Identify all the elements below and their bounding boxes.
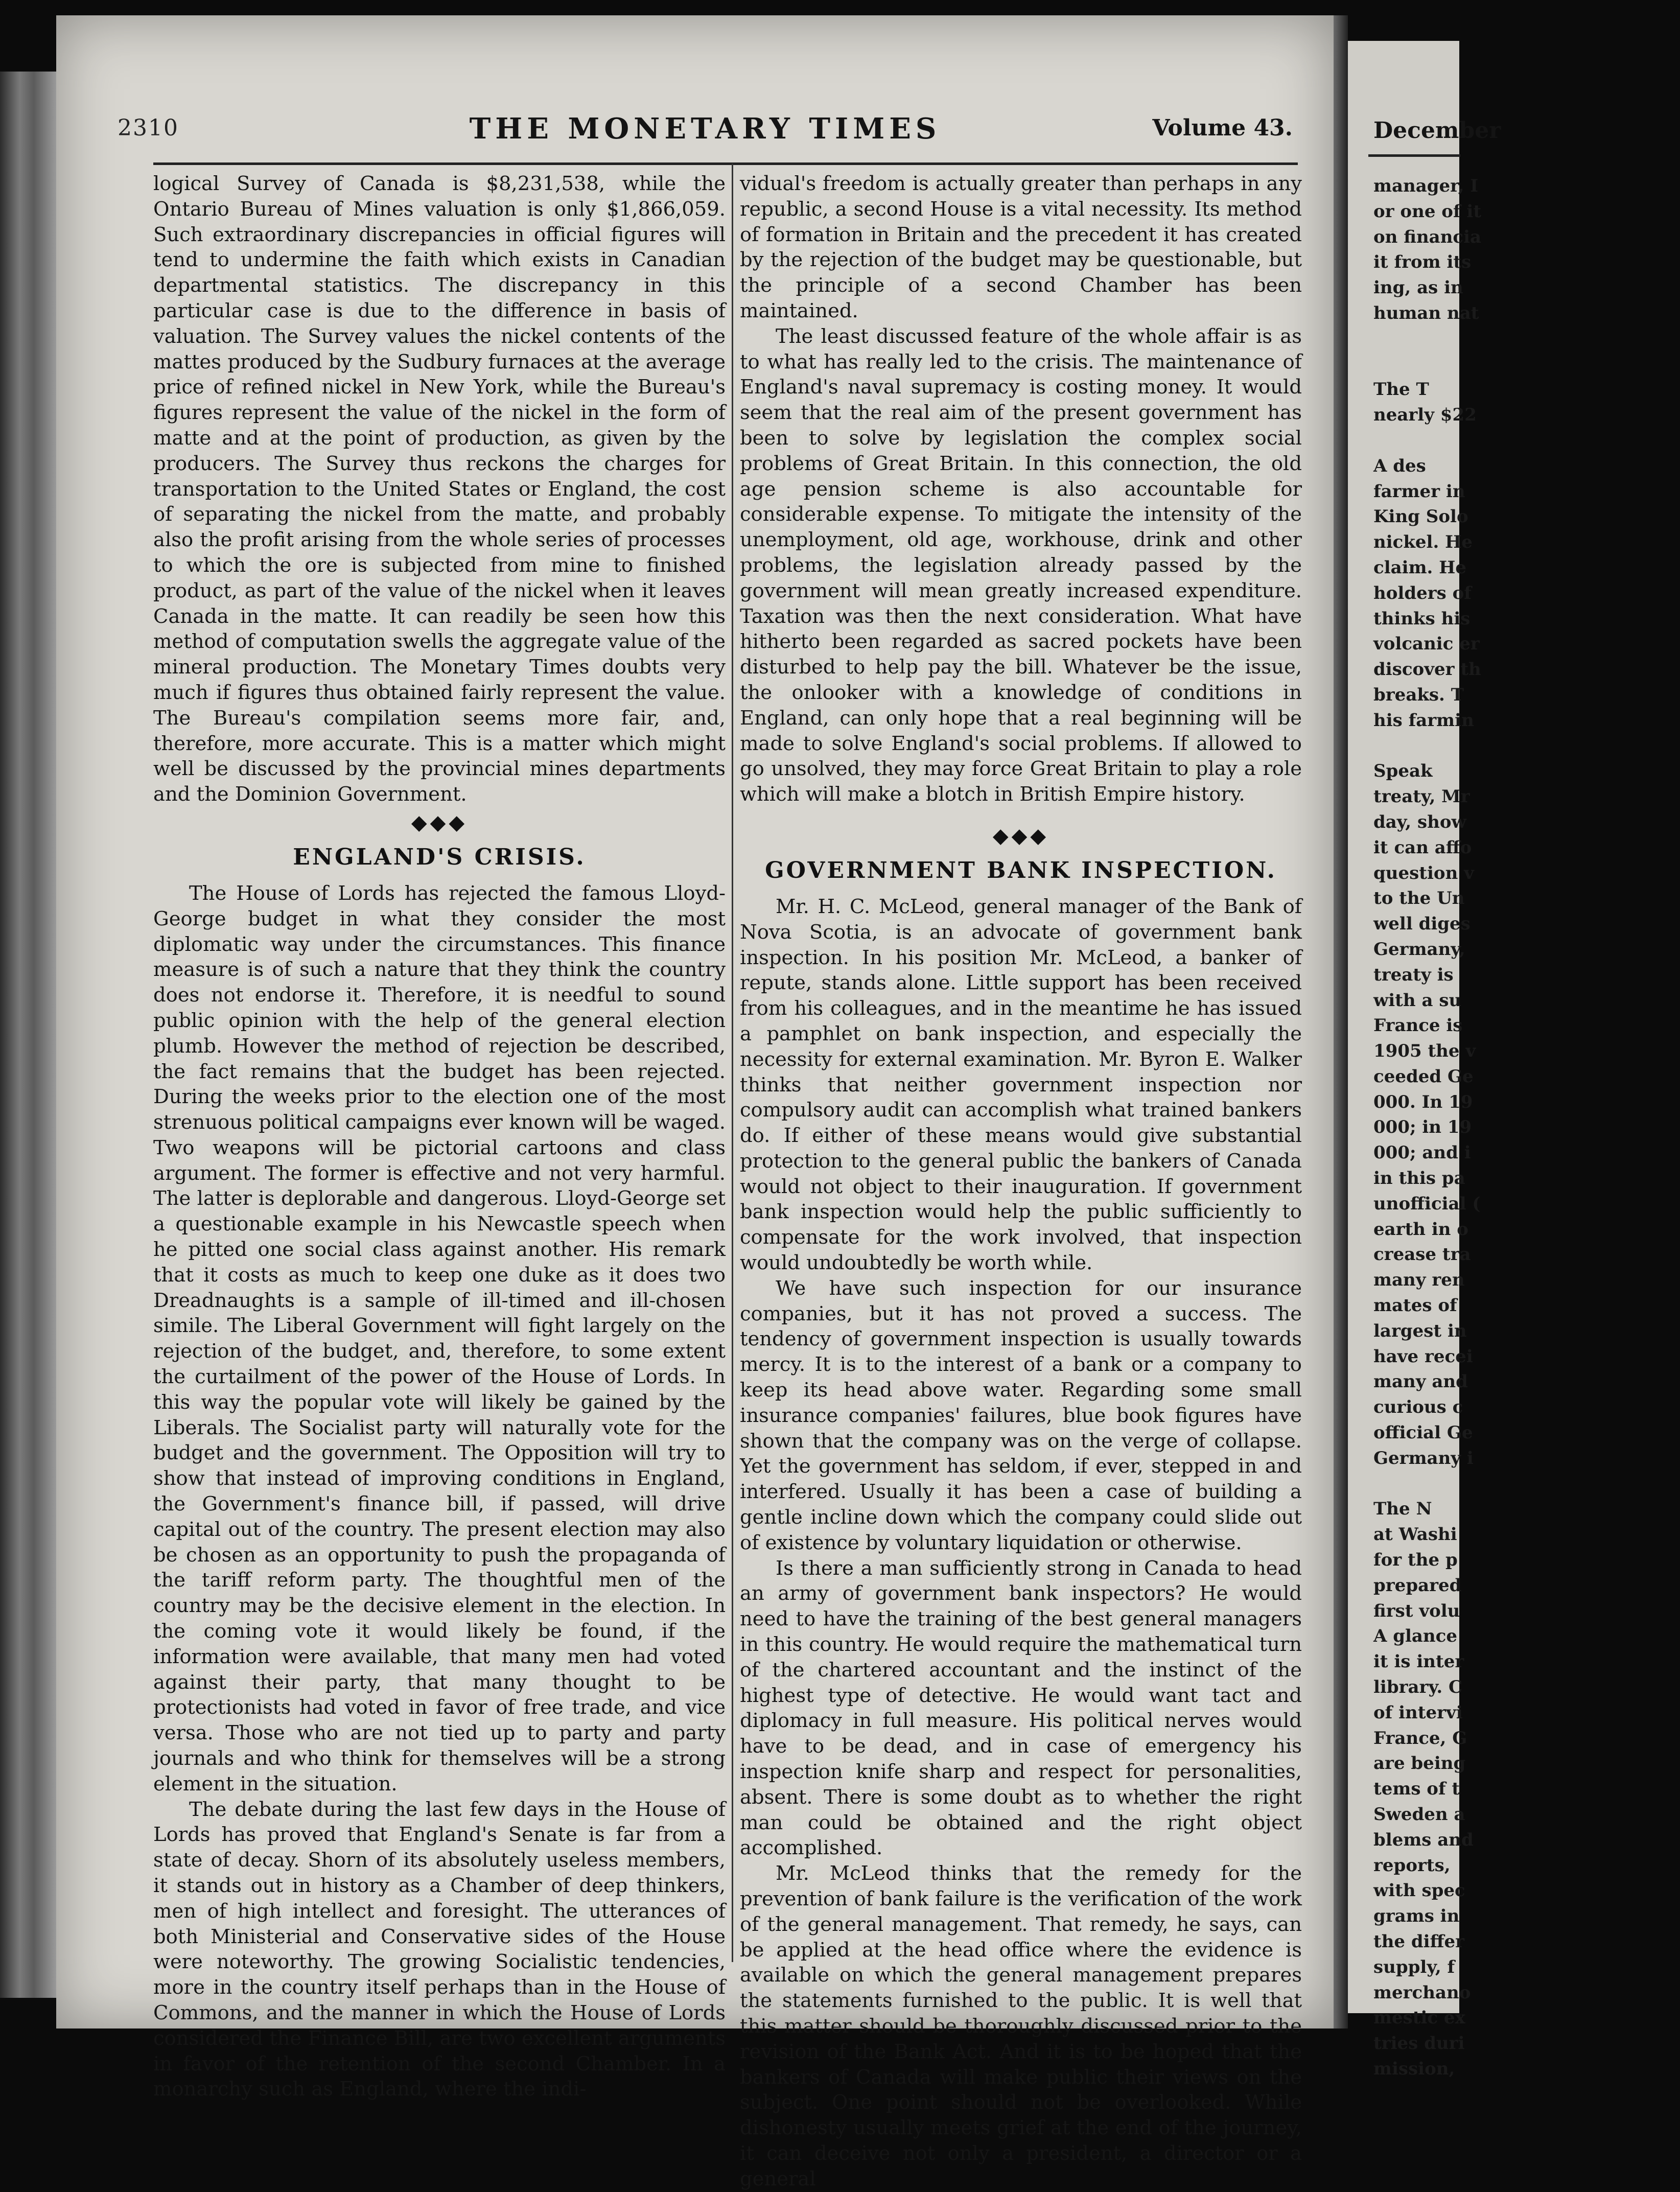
book-spine xyxy=(0,72,56,1998)
adjacent-page-rule xyxy=(1368,154,1460,157)
continued-paragraph: vidual's freedom is actually greater than perhaps in any republic, a second House is a vital necessity. Its method of formation in Britain and the precedent it has created by the rejection of the budget may be questionable, but the principle of a second Chamber has been maintained. xyxy=(740,172,1302,322)
adjacent-page-line: A glance xyxy=(1373,1626,1457,1647)
adjacent-page-line: The T xyxy=(1373,379,1429,400)
adjacent-page-line: breaks. T xyxy=(1373,684,1464,705)
adjacent-page-line: discover th xyxy=(1373,659,1481,680)
adjacent-page-line: many ren xyxy=(1373,1270,1465,1291)
continued-paragraph: logical Survey of Canada is $8,231,538, while the Ontario Bureau of Mines valuation is only $1,866,059. Such extraordinary discrepancies in official figures will tend to undermine the faith which exists in Canadian departmental statistics. The discrepancy in this particular case is due to the difference in basis of valuation. The Survey values the nickel contents of the mattes produced by the Sudbury furnaces at the average price of refined nickel in New York, while the Bureau's figures represent the value of the nickel in the form of matte and at the point of production, as given by the producers. The Survey thus reckons the charges for transportation to the United States or England, the cost of separating the nickel from the matte, and probably also the profit arising from the whole series of processes to which the ore is subjected from mine to finished product, as part of the value of the nickel when it leaves Canada in the matte. It can readily be seen how this method of computation swells the aggregate value of the mineral production. The Monetary Times doubts very much if figures thus obtained fairly represent the value. The Bureau's compilation seems more fair, and, therefore, more accurate. This is a matter which might well be discussed by the provincial mines departments and the Dominion Government. xyxy=(153,172,726,806)
adjacent-page-line: reports, xyxy=(1373,1855,1451,1876)
adjacent-page-line: volcanic er xyxy=(1373,634,1480,655)
adjacent-page-line: Sweden a xyxy=(1373,1804,1465,1825)
adjacent-page-line: A des xyxy=(1373,455,1426,476)
adjacent-page-line: day, show xyxy=(1373,811,1466,832)
article-paragraph: The debate during the last few days in the House of Lords has proved that England's Senate is far from a state of decay. Shorn of its absolutely useless members, it stands out in history as a Chamber of deep thinkers, men of high intellect and foresight. The utterances of both Ministerial and Conservative sides of the House were noteworthy. The growing Socialistic tendencies, more in the country itself perhaps than in the House of Commons, and the manner in which the House of Lords considered the Finance Bill, are two excellent arguments in favor of the retention of the second Chamber. In a monarchy such as England, where the indi- xyxy=(153,1798,726,2101)
adjacent-page-line: The N xyxy=(1373,1499,1432,1520)
adjacent-page-text xyxy=(1373,174,1680,2082)
adjacent-page-line: 000; and i xyxy=(1373,1142,1471,1163)
adjacent-page-line: ceeded Ge xyxy=(1373,1066,1474,1087)
adjacent-page-line: 000; in 19 xyxy=(1373,1117,1472,1138)
adjacent-page-line: mission, xyxy=(1373,2058,1455,2079)
adjacent-page-line: his farmin xyxy=(1373,710,1474,731)
article-paragraph: The least discussed feature of the whole affair is as to what has really led to the crisis. The maintenance of England's naval supremacy is costing money. It would seem that the real aim of the present government has been to solve by legislation the complex social problems of Great Britain. In this connection, the old age pension scheme is also accountable for considerable expense. To mitigate the intensity of the unemployment, old age, workhouse, drink and other problems, the legislation already passed by the government will mean greatly increased expenditure. Taxation was then the next consideration. What have hitherto been regarded as sacred pockets have been disturbed to help pay the bill. Whatever be the issue, the onlooker with a knowledge of conditions in England, can only hope that a real beginning will be made to solve England's social problems. If allowed to go unsolved, they may force Great Britain to play a role which will make a blotch in British Empire history. xyxy=(740,324,1302,806)
adjacent-page-line: it can affo xyxy=(1373,837,1472,858)
adjacent-page-line: treaty is xyxy=(1373,964,1454,985)
adjacent-page-line: official Ge xyxy=(1373,1423,1473,1443)
adjacent-page-line: at Washi xyxy=(1373,1524,1457,1545)
adjacent-page-line: with a su xyxy=(1373,990,1462,1011)
adjacent-page-line: grams in xyxy=(1373,1906,1460,1927)
adjacent-page-line: claim. He xyxy=(1373,557,1466,578)
article-paragraph: Mr. H. C. McLeod, general manager of the Bank of Nova Scotia, is an advocate of government bank inspection. In his position Mr. McLeod, a banker of repute, stands alone. Little support has been received from his colleagues, and in the meantime he has issued a pamphlet on bank inspection, and especially the necessity for external examination. Mr. Byron E. Walker thinks that neither government inspection nor compulsory audit can accomplish what trained bankers do. If either of these means would give substantial protection to the general public the bankers of Canada would not object to their inauguration. If government bank inspection would help the public sufficiently to compensate for the work involved, that inspection would undoubtedly be worth while. xyxy=(740,895,1302,1275)
adjacent-page-line: farmer in xyxy=(1373,481,1465,502)
adjacent-page-line: manager, I xyxy=(1373,176,1479,196)
adjacent-page-line: curious c xyxy=(1373,1397,1463,1418)
adjacent-page-line: of intervi xyxy=(1373,1702,1463,1723)
page-gutter xyxy=(1334,15,1348,2028)
adjacent-page-line: Germany, xyxy=(1373,939,1465,960)
adjacent-page-line xyxy=(1373,1472,1680,1497)
adjacent-page-line: nearly $22 xyxy=(1373,405,1477,426)
adjacent-page-line: prepared xyxy=(1373,1575,1462,1596)
adjacent-page-line: holders of xyxy=(1373,582,1472,603)
adjacent-page-line: Speak xyxy=(1373,761,1433,782)
article-title-englands-crisis: ENGLAND'S CRISIS. xyxy=(293,844,586,870)
adjacent-page-line: first volu xyxy=(1373,1600,1460,1621)
adjacent-page-line: 1905 the v xyxy=(1373,1041,1476,1062)
adjacent-page-line: Germany i xyxy=(1373,1448,1474,1468)
adjacent-page-line: thinks his xyxy=(1373,608,1471,629)
article-paragraph: We have such inspection for our insurance companies, but it has not proved a success. The tendency of government inspection is usually towards mercy. It is to the interest of a bank or a company to keep its head above water. Regarding some small insurance companies' failures, blue book figures have shown that the company was on the verge of collapse. Yet the government has seldom, if ever, stepped in and interfered. Usually it has been a case of building a gentle incline down which the company could slide out of existence by voluntary liquidation or otherwise. xyxy=(740,1276,1302,1554)
adjacent-page-line: largest in xyxy=(1373,1320,1467,1341)
adjacent-page-line: France, G xyxy=(1373,1728,1467,1748)
adjacent-page-line: France is xyxy=(1373,1015,1463,1036)
header-rule xyxy=(153,162,1298,165)
adjacent-page-line: crease tra xyxy=(1373,1244,1471,1265)
adjacent-page-line xyxy=(1373,428,1680,454)
adjacent-page-header: December xyxy=(1373,118,1501,144)
page-header xyxy=(118,112,1293,151)
adjacent-page-line: in this pa xyxy=(1373,1168,1465,1189)
adjacent-page-line: King Solo xyxy=(1373,506,1468,527)
volume-label: Volume 43. xyxy=(1152,115,1293,141)
adjacent-page-line: mates of xyxy=(1373,1295,1457,1316)
masthead-title: THE MONETARY TIMES xyxy=(469,112,941,146)
adjacent-page-line: supply, f xyxy=(1373,1956,1455,1977)
adjacent-page-line: on financia xyxy=(1373,226,1482,247)
adjacent-page-line: earth in o xyxy=(1373,1219,1468,1240)
article-title-bank-inspection: GOVERNMENT BANK INSPECTION. xyxy=(765,857,1277,883)
section-ornament: ◆◆◆ xyxy=(992,824,1049,848)
article-paragraph: Is there a man sufficiently strong in Canada to head an army of government bank inspectors? He would need to have the training of the best general managers in this country. He would require the mathematical turn of the chartered accountant and the instinct of the highest type of detective. He would want tact and diplomacy in full measure. His political nerves would have to be dead, and in case of emergency his inspection knife sharp and respect for personalities, absent. There is some doubt as to whether the right man could be obtained and the right object accomplished. xyxy=(740,1556,1302,1860)
adjacent-page-line: it is inter xyxy=(1373,1651,1464,1672)
adjacent-page xyxy=(1348,41,1501,2079)
adjacent-page-line: are being xyxy=(1373,1753,1466,1774)
adjacent-page-line xyxy=(1373,734,1680,759)
adjacent-page-line: merchano xyxy=(1373,1982,1471,2003)
adjacent-page-line: well diges xyxy=(1373,914,1471,935)
adjacent-page-line xyxy=(1373,352,1680,378)
adjacent-page-line: 000. In 19 xyxy=(1373,1091,1473,1112)
column-divider xyxy=(732,164,733,1962)
adjacent-page-line: to the Un xyxy=(1373,888,1465,909)
left-column xyxy=(153,171,726,2102)
adjacent-page-line: tems of t xyxy=(1373,1779,1460,1800)
adjacent-page-line: ing, as in xyxy=(1373,277,1463,298)
adjacent-page-line: tries duri xyxy=(1373,2033,1465,2054)
adjacent-page-line: nickel. He xyxy=(1373,532,1473,553)
adjacent-page-line: mestic ex xyxy=(1373,2008,1465,2028)
adjacent-page-line: for the p xyxy=(1373,1550,1458,1571)
adjacent-page-line: with spec xyxy=(1373,1880,1465,1901)
adjacent-page-line: or one of it xyxy=(1373,201,1482,222)
adjacent-page-line: have recei xyxy=(1373,1346,1473,1367)
page-number: 2310 xyxy=(118,115,179,141)
adjacent-page-line: it from its xyxy=(1373,252,1472,273)
adjacent-page-line: library. C xyxy=(1373,1677,1463,1698)
article-paragraph: Mr. McLeod thinks that the remedy for the prevention of bank failure is the verification of the work of the general management. That remedy, he says, can be applied at the head office where the evidence is available on which the general management prepares the statements furnished to the public. It is well that this matter should be thoroughly discussed prior to the revision of the Bank Act. And it is to be hoped that the bankers of Canada will make public their views on the subject. One point should not be overlooked. While dishonesty usually meets grief at the end of the journey, it can deceive not only a president, a director or a general xyxy=(740,1862,1302,2190)
right-column xyxy=(740,171,1302,2192)
section-ornament: ◆◆◆ xyxy=(411,810,468,834)
adjacent-page-line: the differ xyxy=(1373,1931,1465,1952)
adjacent-page-line: unofficial ( xyxy=(1373,1193,1481,1214)
adjacent-page-line: treaty, Mr xyxy=(1373,786,1470,807)
adjacent-page-line: many and xyxy=(1373,1371,1468,1392)
adjacent-page-line: question v xyxy=(1373,862,1474,883)
adjacent-page-line: human nat xyxy=(1373,302,1479,323)
adjacent-page-line: blems and xyxy=(1373,1829,1474,1850)
adjacent-page-line xyxy=(1373,327,1680,352)
article-paragraph: The House of Lords has rejected the famous Lloyd-George budget in what they consider the most diplomatic way under the circumstances. This finance measure is of such a nature that they think the country does not endorse it. Therefore, it is needful to sound public opinion with the help of the general election plumb. However the method of rejection be described, the fact remains that the budget has been rejected. During the weeks prior to the election one of the most strenuous political campaigns ever known will be waged. Two weapons will be pictorial cartoons and class argument. The former is effective and not very harmful. The latter is deplorable and dangerous. Lloyd-George set a questionable example in his Newcastle speech when he pitted one social class against another. His remark that it costs as much to keep one duke as it does two Dreadnaughts is a sample of ill-timed and ill-chosen simile. The Liberal Government will fight largely on the rejection of the budget, and, therefore, to some extent the curtailment of the power of the House of Lords. In this way the popular vote will likely be gained by the Liberals. The Socialist party will naturally vote for the budget and the government. The Opposition will try to show that instead of improving conditions in England, the Government's finance bill, if passed, will drive capital out of the country. The present election may also be chosen as an opportunity to push the propaganda of the tariff reform party. The thoughtful men of the country may be the decisive element in the election. In the coming vote it would likely be found, if the information were available, that many men had voted against their party, that many thought to be protectionists had voted in favor of free trade, and vice versa. Those who are not tied up to party and party journals and who think for themselves will be a strong element in the situation. xyxy=(153,881,726,1795)
